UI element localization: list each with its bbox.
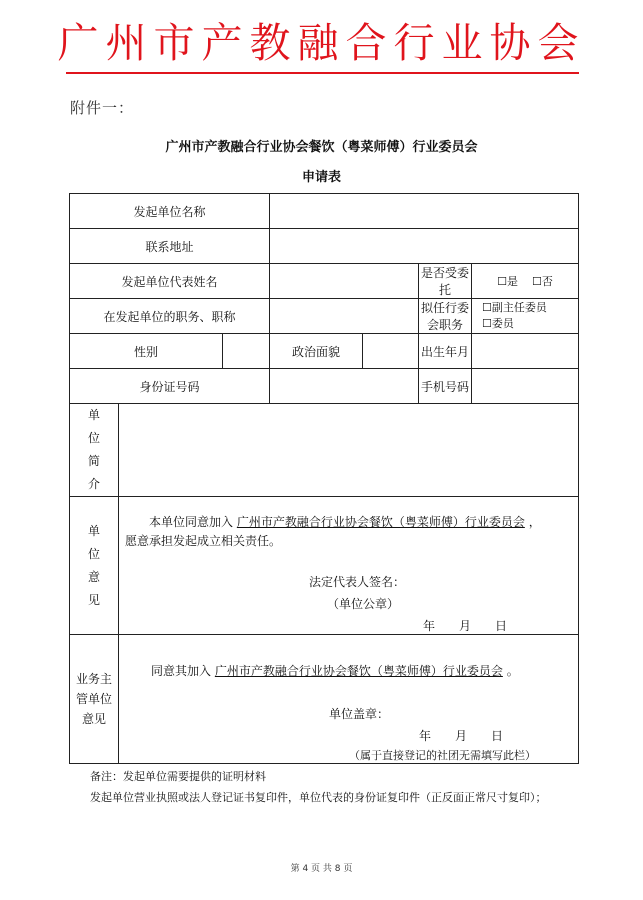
supervisor-note: （属于直接登记的社团无需填写此栏） bbox=[349, 749, 536, 762]
initiator-name-field[interactable] bbox=[270, 194, 579, 229]
id-label: 身份证号码 bbox=[70, 369, 270, 404]
entrusted-yes-checkbox[interactable]: ☐是 bbox=[497, 275, 519, 288]
opinion-org-name: 广州市产教融合行业协会餐饮（粤菜师傅）行业委员会 bbox=[236, 515, 525, 529]
supervisor-org-name: 广州市产教融合行业协会餐饮（粤菜师傅）行业委员会 bbox=[214, 664, 503, 678]
intro-field[interactable] bbox=[119, 404, 579, 497]
notes-line2: 发起单位营业执照或法人登记证书复印件，单位代表的身份证复印件（正反面正常尺寸复印）； bbox=[90, 791, 547, 804]
supervisor-label-text: 业务主管单位意见 bbox=[75, 672, 112, 726]
address-label: 联系地址 bbox=[70, 229, 270, 264]
intended-role-options bbox=[472, 299, 579, 334]
notes-line1: 备注：发起单位需要提供的证明材料 bbox=[90, 770, 266, 783]
legal-rep-sign-label: 法定代表人签名： bbox=[309, 575, 406, 589]
form-subtitle: 申请表 bbox=[301, 170, 341, 185]
supervisor-line1 bbox=[151, 662, 519, 679]
address-field[interactable] bbox=[270, 229, 579, 264]
rep-name-field[interactable] bbox=[270, 264, 419, 299]
unit-seal-label: 单位盖章： bbox=[329, 707, 390, 721]
phone-label: 手机号码 bbox=[419, 369, 472, 404]
entrusted-options bbox=[472, 264, 579, 299]
form-title: 广州市产教融合行业协会餐饮（粤菜师傅）行业委员会 bbox=[165, 140, 478, 155]
birth-field[interactable] bbox=[472, 334, 579, 369]
header-red-rule bbox=[66, 72, 579, 74]
entrusted-no-checkbox[interactable]: ☐否 bbox=[532, 275, 553, 288]
position-field[interactable] bbox=[270, 299, 419, 334]
opinion-line2: 愿意承担发起成立相关责任。 bbox=[125, 534, 282, 548]
attachment-label: 附件一： bbox=[70, 99, 135, 117]
supervisor-pre: 同意其加入 bbox=[151, 664, 212, 678]
phone-field[interactable] bbox=[472, 369, 579, 404]
unit-seal-paren: （单位公章） bbox=[327, 597, 400, 611]
org-name-header: 广州市产教融合行业协会 bbox=[57, 19, 586, 67]
position-label: 在发起单位的职务、职称 bbox=[70, 299, 270, 334]
opinion-label-text: 单位意见 bbox=[87, 523, 100, 607]
page-number: 第 4 页 共 8 页 bbox=[290, 864, 353, 874]
intended-role-label: 拟任行委会职务 bbox=[419, 299, 472, 334]
application-form-table bbox=[69, 193, 579, 764]
intro-label-text: 单位简介 bbox=[87, 408, 100, 491]
opinion-post: ， bbox=[528, 515, 541, 529]
opinion-label bbox=[70, 497, 119, 635]
gender-field[interactable] bbox=[223, 334, 270, 369]
rep-name-label: 发起单位代表姓名 bbox=[70, 264, 270, 299]
supervisor-date: 年 月 日 bbox=[419, 729, 504, 743]
opinion-cell bbox=[119, 497, 579, 635]
entrusted-label: 是否受委托 bbox=[419, 264, 472, 299]
initiator-name-label: 发起单位名称 bbox=[70, 194, 270, 229]
gender-label: 性别 bbox=[70, 334, 223, 369]
id-field[interactable] bbox=[270, 369, 419, 404]
supervisor-label bbox=[70, 635, 119, 764]
opinion-line1 bbox=[149, 513, 541, 530]
intro-label bbox=[70, 404, 119, 497]
political-field[interactable] bbox=[363, 334, 419, 369]
political-label: 政治面貌 bbox=[270, 334, 363, 369]
vice-director-checkbox[interactable]: ☐副主任委员 bbox=[482, 301, 547, 314]
member-checkbox[interactable]: ☐委员 bbox=[482, 317, 514, 330]
supervisor-post: 。 bbox=[506, 664, 519, 678]
opinion-pre: 本单位同意加入 bbox=[149, 515, 234, 529]
opinion-date: 年 月 日 bbox=[423, 619, 508, 633]
birth-label: 出生年月 bbox=[419, 334, 472, 369]
supervisor-cell bbox=[119, 635, 579, 764]
